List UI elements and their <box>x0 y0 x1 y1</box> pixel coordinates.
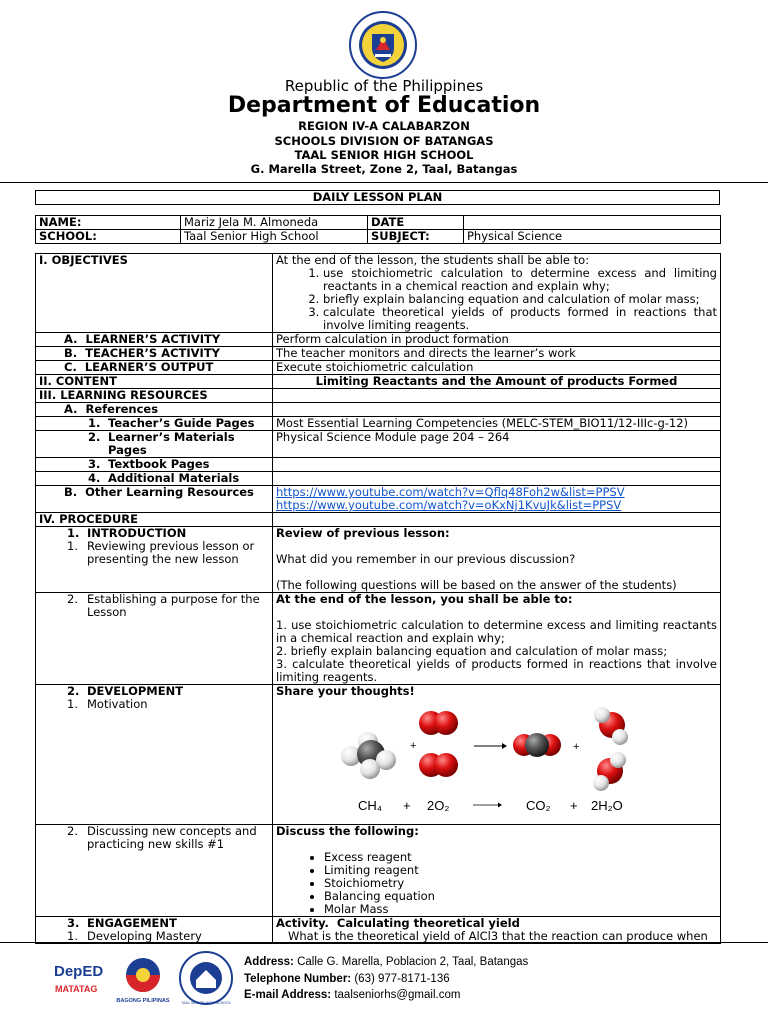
bagong-pilipinas-logo <box>115 956 171 1004</box>
purpose-heading: At the end of the lesson, you shall be able to: <box>276 592 573 606</box>
matatag-logo-text: MATATAG <box>55 984 98 994</box>
deped-seal <box>348 10 418 80</box>
objective-item: 2. briefly explain balancing equation and calculation of molar mass; <box>323 293 717 306</box>
development-label: DEVELOPMENT <box>87 684 184 698</box>
purpose-item: 3. calculate theoretical yields of products formed in reactions that involve limiting reagents. <box>276 657 717 684</box>
references-label: A. References <box>36 403 273 417</box>
reactant-o2: 2O₂ <box>427 798 450 813</box>
dlp-title: DAILY LESSON PLAN <box>36 191 720 205</box>
purpose-cell: 2. Establishing a purpose for the Lesson <box>36 593 273 685</box>
region-text: REGION IV-A CALABARZON <box>298 119 470 133</box>
purpose-item: 1. use stoichiometric calculation to determine excess and limiting reactants in a chemical reaction and explain why; <box>276 618 717 645</box>
taal-shs-logo <box>178 950 234 1006</box>
other-resources-links <box>273 486 721 513</box>
purpose-item: 2. briefly explain balancing equation and calculation of molar mass; <box>276 644 668 658</box>
deped-logo-text: DepED <box>54 963 104 980</box>
date-label: DATE <box>368 216 464 230</box>
youtube-link-2[interactable]: https://www.youtube.com/watch?v=oKxNj1KvuJk&list=PPSV <box>276 498 622 512</box>
phone-value: (63) 977-8171-136 <box>354 972 450 985</box>
development-content <box>273 685 721 825</box>
school-value: Taal Senior High School <box>181 230 368 244</box>
objectives-intro: At the end of the lesson, the students shall be able to: <box>276 253 590 267</box>
deped-matatag-logo <box>52 958 108 1000</box>
review-heading: Review of previous lesson: <box>276 526 450 540</box>
discussing-content <box>273 825 721 917</box>
content-label: II. CONTENT <box>36 375 273 389</box>
name-value: Mariz Jela M. Almoneda <box>181 216 368 230</box>
reactant-ch4: CH₄ <box>358 798 383 813</box>
discussing-label: Discussing new concepts and practicing new skills #1 <box>87 824 257 851</box>
street-text: G. Marella Street, Zone 2, Taal, Batangas <box>250 162 518 176</box>
teacher-activity-value: The teacher monitors and directs the learner’s work <box>273 347 721 361</box>
activity-question: What is the theoretical yield of AlCl3 that the reaction can produce when <box>288 929 708 943</box>
email-label: E-mail Address: <box>244 989 332 1001</box>
engagement-label: ENGAGEMENT <box>87 916 177 930</box>
objectives-label: I. OBJECTIVES <box>36 254 273 333</box>
teachers-guide-label: 1. Teacher’s Guide Pages <box>36 417 273 431</box>
engagement-content <box>273 917 721 944</box>
lesson-plan-table <box>35 253 721 944</box>
resources-label: III. LEARNING RESOURCES <box>36 389 273 403</box>
republic-text: Republic of the Philippines <box>284 77 484 95</box>
plus-sign-2: + <box>573 741 580 753</box>
oxygen-molecule-2 <box>419 753 458 777</box>
division-text: SCHOOLS DIVISION OF BATANGAS <box>274 134 494 148</box>
textbook-pages-label: 3. Textbook Pages <box>36 458 273 472</box>
motivation-label: Motivation <box>87 697 148 711</box>
carbon-dioxide-molecule <box>513 733 561 757</box>
discussing-cell: 2. Discussing new concepts and practicing new skills #1 <box>36 825 273 917</box>
subject-label: SUBJECT: <box>368 230 464 244</box>
contact-info <box>244 954 528 1004</box>
teachers-guide-value: Most Essential Learning Competencies (MELC-STEM_BIO11/12-IIIc-g-12) <box>273 417 721 431</box>
discuss-item: • Stoichiometry <box>324 877 717 890</box>
reaction-arrow-icon <box>474 743 507 749</box>
product-co2: CO₂ <box>526 798 551 813</box>
objectives-list <box>276 267 717 332</box>
address-label: Address: <box>244 956 294 968</box>
date-value <box>464 216 721 230</box>
water-molecule-2 <box>593 752 626 791</box>
learner-activity-label: A. LEARNER’S ACTIVITY <box>36 333 273 347</box>
purpose-content <box>273 593 721 685</box>
content-value: Limiting Reactants and the Amount of products Formed <box>273 375 721 389</box>
discuss-item: • Excess reagent <box>324 851 717 864</box>
address-value: Calle G. Marella, Poblacion 2, Taal, Batangas <box>297 956 529 968</box>
introduction-cell: 1. INTRODUCTION 1. Reviewing previous lesson or presenting the new lesson <box>36 527 273 593</box>
footer-divider <box>0 942 768 943</box>
activity-heading: Activity. Calculating theoretical yield <box>276 916 520 930</box>
equation-plus-1: + <box>403 798 411 813</box>
methane-molecule <box>341 732 396 779</box>
review-question: What did you remember in our previous discussion? <box>276 552 576 566</box>
discuss-item: • Limiting reagent <box>324 864 717 877</box>
email-value: taalseniorhs@gmail.com <box>334 989 461 1001</box>
share-heading: Share your thoughts! <box>276 684 415 698</box>
department-title: Department of Education <box>227 93 541 118</box>
product-h2o: 2H₂O <box>591 798 623 813</box>
objectives-content <box>273 254 721 333</box>
objective-item: 1. use stoichiometric calculation to determine excess and limiting reactants in a chemical reaction and explain why; <box>323 267 717 293</box>
learner-output-value: Execute stoichiometric calculation <box>273 361 721 375</box>
oxygen-molecule-1 <box>419 711 458 735</box>
additional-materials-value <box>273 472 721 486</box>
dlp-title-table <box>35 190 720 205</box>
engagement-cell: 3. ENGAGEMENT 1. Developing Mastery <box>36 917 273 944</box>
learners-materials-value: Physical Science Module page 204 – 264 <box>273 431 721 458</box>
taal-shs-logo-text: TAAL SENIOR HIGH SCHOOL <box>181 1001 231 1005</box>
review-note: (The following questions will be based on the answer of the students) <box>276 578 677 592</box>
objectives-row <box>36 254 721 333</box>
teacher-activity-label: B. TEACHER’S ACTIVITY <box>36 347 273 361</box>
learner-activity-value: Perform calculation in product formation <box>273 333 721 347</box>
discuss-heading: Discuss the following: <box>276 824 419 838</box>
introduction-content <box>273 527 721 593</box>
purpose-label: Establishing a purpose for the Lesson <box>87 592 260 619</box>
reaction-diagram <box>276 698 716 822</box>
learner-output-label: C. LEARNER’S OUTPUT <box>36 361 273 375</box>
chemical-equation <box>358 798 623 813</box>
other-resources-label: B. Other Learning Resources <box>36 486 273 513</box>
equation-plus-2: + <box>570 798 578 813</box>
reviewing-label: Reviewing previous lesson or presenting the new lesson <box>87 539 255 566</box>
school-label: SCHOOL: <box>36 230 181 244</box>
additional-materials-label: 4. Additional Materials <box>36 472 273 486</box>
header-divider <box>0 182 768 183</box>
plus-sign-1: + <box>410 740 417 752</box>
discuss-list <box>276 851 717 916</box>
youtube-link-1[interactable]: https://www.youtube.com/watch?v=Qflq48Foh2w&list=PPSV <box>276 485 625 499</box>
discuss-item: • Molar Mass <box>324 903 717 916</box>
subject-value: Physical Science <box>464 230 721 244</box>
procedure-label: IV. PROCEDURE <box>36 513 273 527</box>
development-cell: 2. DEVELOPMENT 1. Motivation <box>36 685 273 825</box>
introduction-label: INTRODUCTION <box>87 526 187 540</box>
info-table <box>35 215 721 244</box>
name-label: NAME: <box>36 216 181 230</box>
objective-item: 3. calculate theoretical yields of products formed in reactions that involve limiting reagents. <box>323 306 717 332</box>
school-text: TAAL SENIOR HIGH SCHOOL <box>294 148 474 162</box>
developing-mastery-label: Developing Mastery <box>87 929 202 943</box>
textbook-pages-value <box>273 458 721 472</box>
learners-materials-label: 2. Learner’s Materials Pages <box>36 431 273 458</box>
discuss-item: • Balancing equation <box>324 890 717 903</box>
bagong-pilipinas-text: BAGONG PILIPINAS <box>116 998 170 1004</box>
phone-label: Telephone Number: <box>244 972 352 985</box>
water-molecule-1 <box>594 707 628 745</box>
